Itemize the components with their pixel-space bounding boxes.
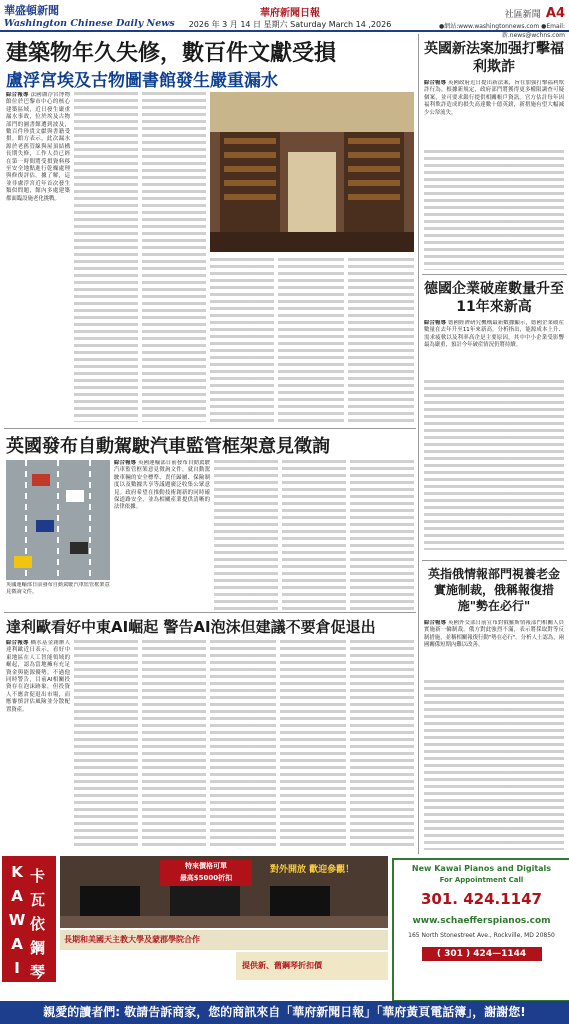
story1-lead: 綜合報導 <box>6 92 29 98</box>
kawai-letters <box>6 860 28 980</box>
story1-subhead: 盧浮宮埃及古物圖書館發生嚴重漏水 <box>6 71 278 91</box>
logo-cn: 華盛頓新聞 <box>4 4 59 17</box>
tax-title: 特來價格可單 <box>185 862 227 870</box>
story1-col2 <box>74 92 138 422</box>
date-line: 2026 年 3 月 14 日 星期六 Saturday March 14 ,2026 <box>188 20 392 29</box>
story5-headline: 德國企業破産數量升至11年來新高 <box>424 281 564 315</box>
story2-lead: 綜合報導 <box>114 460 137 466</box>
piano-address: 165 North Stonestreet Ave., Rockville, MD 20850 <box>408 932 555 939</box>
logo-en: Washington Chinese Daily News <box>4 18 175 29</box>
kawai-contact-ad[interactable] <box>392 858 569 1002</box>
story6-lines <box>424 680 564 850</box>
story1-col3 <box>142 92 206 422</box>
story2-col3 <box>214 460 278 610</box>
kawai-vertical-ad[interactable] <box>2 856 56 982</box>
piano-phone2[interactable]: ( 301 ) 424—1144 <box>422 947 542 961</box>
kawai-letter-a1: A <box>11 887 23 905</box>
story2-body: 英國運輸部日前發布自動駕駛汽車監管框架意見徵詢文件，就自動駕駛車輛的安全標準、責任歸屬、保險制度以及數據共享等議題廣泛收集公眾意見。政府希望在推動技術創新的同時確保道路安全，並為相關產業提供清晰的法律依據。 <box>114 460 210 511</box>
story3-body-block <box>6 640 70 850</box>
masthead-right <box>405 2 565 39</box>
story1-photo <box>210 92 414 252</box>
contact-line: ●網站:www.washingtonnews.com ●Email:新.news@wchns.com <box>438 23 565 39</box>
story2-body-block <box>114 460 210 610</box>
story3-col5 <box>280 640 346 850</box>
paper-name: 華府新聞日報 <box>260 8 320 19</box>
story1-body: 法國盧浮宮博物館位於巴黎市中心的核心建築區域，近日發生嚴重漏水事故，位於埃及古物部門的圖書館遭到波及，數百件珍貴文獻與書籍受損。館方表示，此次漏水源於老舊管線與屋頂結構長期失修，工作人員已經在第一時間將受損資料移至安全地點進行乾燥處理與修復評估。據了解，這並非盧浮宮近年首次發生類似問題，館內多處建築都面臨設施老化挑戰。 <box>6 92 70 202</box>
piano-title: New Kawai Pianos and Digitals <box>411 864 552 873</box>
story4-lines <box>424 150 564 270</box>
kawai-letter-k: K <box>11 863 23 881</box>
story3-col4 <box>210 640 276 850</box>
promo-text: 對外開放 歡迎參觀！ <box>270 865 355 875</box>
section-label: 社區新聞 <box>504 10 541 20</box>
piano-photo-ad[interactable] <box>60 856 388 928</box>
story2-headline: 英國發布自動駕駛汽車監管框架意見徵詢 <box>6 436 330 457</box>
tax-discount-badge <box>160 860 252 886</box>
story3-col6 <box>350 640 414 850</box>
story5-rule <box>422 560 567 561</box>
footer-banner: 親愛的讀者們: 敬請告訴商家，您的商訊來自「華府新聞日報」「華府黃頁電話簿」，謝謝您! <box>0 1001 569 1024</box>
story3-headline: 達利歐看好中東AI崛起 警告AI泡沫但建議不要倉促退出 <box>6 618 376 636</box>
story4-body: 英國政府近日提出新法案，旨在加强打擊福利欺詐行為。根據新規定，政府部門將獲得更多權限調查可疑個案，並可要求銀行提供相關帳戶資訊。官方估計每年因福利欺詐造成的損失高達數十億英鎊，新措施有望大幅減少公帑流失。 <box>424 80 564 116</box>
story4-headline: 英國新法案加强打擊福利欺詐 <box>424 41 564 75</box>
story3-body: 橋水基金創辦人達利歐近日表示，看好中東地區在人工智能領域的崛起，認為當地擁有充足資金與能源優勢。不過他同時警告，目前AI相關投資存在泡沫跡象，但投資人不應倉促退出市場，而應審慎評估風險並分散配置資產。 <box>6 640 70 713</box>
right-column-divider <box>418 34 419 854</box>
kawai-letter-w: W <box>8 911 26 929</box>
story1-col4 <box>210 258 274 422</box>
story1-headline: 建築物年久失修，數百件文獻受損 <box>6 41 337 66</box>
library-photo <box>210 92 414 252</box>
banner-right-box <box>236 952 388 980</box>
story1-col1 <box>6 92 70 422</box>
banner-strip <box>60 930 388 950</box>
masthead-center <box>180 4 400 30</box>
traffic-photo <box>6 460 110 580</box>
story4-rule <box>422 274 567 275</box>
kawai-cn: 卡瓦依鋼琴 <box>30 867 46 981</box>
story6-headline: 英指俄情報部門視養老金實施制裁，俄稱報復措施"勢在必行" <box>427 567 560 613</box>
story6-body: 英國外交部日前宣布對俄羅斯情報部門相關人員實施新一輪制裁。俄方對此強烈不滿，表示將採取對等反制措施，並稱相關報復行動"勢在必行"。分析人士認為，兩國關係短期內難以改善。 <box>424 620 564 649</box>
story5-body: 德國經濟研究機構最新數據顯示，德國企業破産數量在去年升至11年來新高。分析指出，能源成本上升、需求疲軟以及利率高企是主要原因，其中中小企業受影響最為嚴重，預計今年破産情況仍將持續。 <box>424 320 564 349</box>
story1-col6 <box>348 258 414 422</box>
story3-lead: 綜合報導 <box>6 640 29 646</box>
story6-lead: 綜合報導 <box>424 620 447 626</box>
tax-sub: 最高$5000折扣 <box>179 874 233 882</box>
masthead-logo <box>4 2 175 29</box>
piano-sub: For Appointment Call <box>439 876 524 884</box>
story3-top-rule <box>4 612 416 613</box>
story2-photo <box>6 460 110 580</box>
story5-lines <box>424 380 564 550</box>
story2-col5 <box>350 460 414 610</box>
story1-col5 <box>278 258 344 422</box>
story3-col3 <box>142 640 206 850</box>
header-rule <box>0 30 569 32</box>
story3-col2 <box>74 640 138 850</box>
story4-lead: 綜合報導 <box>424 80 447 86</box>
banner-left: 長期和美國天主教大學及蒙郡學院合作 <box>64 935 200 944</box>
piano-phone[interactable]: 301. 424.1147 <box>421 890 542 908</box>
page-number: A4 <box>545 6 565 21</box>
piano-website[interactable]: www.schaefferspianos.com <box>412 916 551 926</box>
story2-top-rule <box>4 428 416 429</box>
kawai-letter-i: I <box>14 959 20 977</box>
banner-right: 提供新、舊鋼琴折扣價 <box>242 961 322 970</box>
kawai-letter-a2: A <box>11 935 23 953</box>
story5-lead: 綜合報導 <box>424 320 447 326</box>
story2-caption: 英國運輸部日前發布自動駕駛汽車監管框架意見徵詢文件。 <box>6 582 110 595</box>
story2-col4 <box>282 460 346 610</box>
